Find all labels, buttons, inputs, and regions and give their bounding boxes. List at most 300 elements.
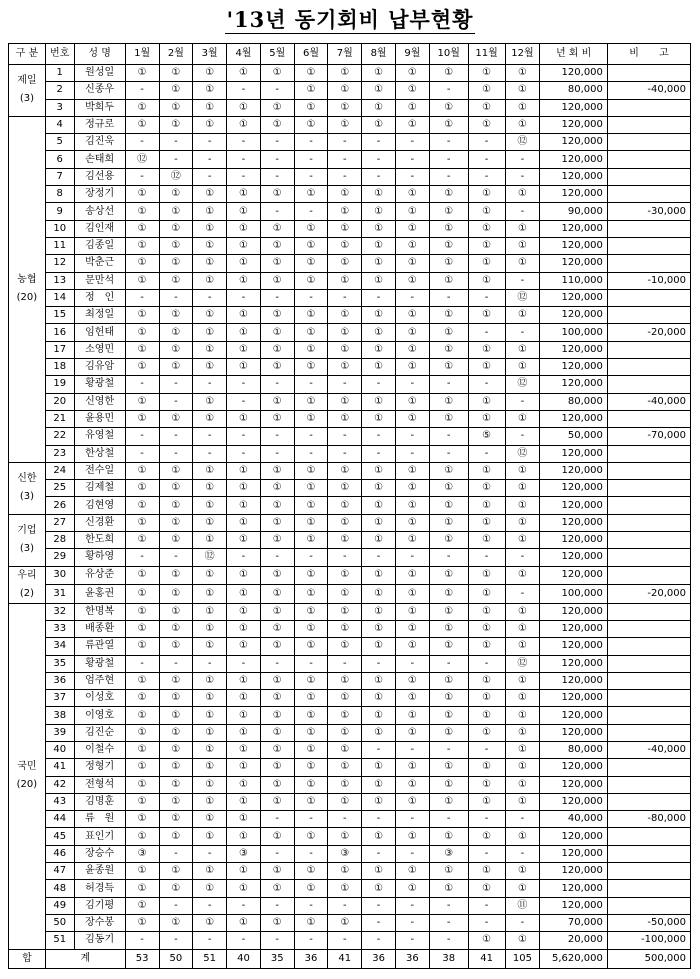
month-payment: ① (260, 514, 294, 531)
month-payment: ① (505, 566, 540, 585)
month-payment: ① (260, 620, 294, 637)
member-name: 임헌태 (74, 324, 125, 341)
month-payment: ① (429, 707, 468, 724)
month-payment: ① (468, 220, 505, 237)
column-header: 구 분 (9, 44, 46, 65)
month-payment: ① (294, 793, 328, 810)
month-payment: - (227, 376, 261, 393)
annual-fee: 120,000 (540, 672, 608, 689)
month-payment: ① (468, 237, 505, 254)
month-payment: - (159, 376, 193, 393)
month-payment: ① (125, 690, 159, 707)
month-payment: - (429, 134, 468, 151)
month-payment: - (294, 811, 328, 828)
month-payment: ① (125, 462, 159, 479)
month-payment: ① (193, 220, 227, 237)
column-header: 1월 (125, 44, 159, 65)
month-payment: ① (159, 532, 193, 549)
month-payment: ① (159, 863, 193, 880)
month-payment: ① (159, 99, 193, 116)
month-payment: - (193, 151, 227, 168)
month-payment: - (395, 428, 429, 445)
table-row (9, 880, 691, 897)
member-name: 김선용 (74, 168, 125, 185)
month-payment: ① (468, 65, 505, 82)
month-payment: ① (328, 82, 362, 99)
month-payment: ① (159, 203, 193, 220)
month-payment: - (193, 289, 227, 306)
table-row (9, 480, 691, 497)
month-payment: - (429, 914, 468, 931)
remark (607, 134, 690, 151)
month-payment: ① (505, 480, 540, 497)
month-payment: - (429, 811, 468, 828)
month-payment: ① (193, 497, 227, 514)
month-payment: ① (294, 620, 328, 637)
month-payment: ① (125, 186, 159, 203)
month-payment: - (468, 655, 505, 672)
member-name: 황광철 (74, 655, 125, 672)
member-name: 김현영 (74, 497, 125, 514)
month-payment: ① (362, 99, 396, 116)
month-payment: ① (362, 82, 396, 99)
month-payment: ① (395, 532, 429, 549)
month-payment: - (429, 932, 468, 949)
month-payment: ① (159, 638, 193, 655)
month-payment: ① (395, 863, 429, 880)
month-payment: ① (159, 741, 193, 758)
month-payment: ① (193, 880, 227, 897)
month-payment: ① (362, 724, 396, 741)
month-payment: ① (125, 220, 159, 237)
remark (607, 307, 690, 324)
month-payment: ① (227, 776, 261, 793)
month-payment: ① (227, 880, 261, 897)
month-payment: ① (227, 690, 261, 707)
column-header: 년 회 비 (540, 44, 608, 65)
month-payment: ① (505, 776, 540, 793)
month-payment: ① (294, 410, 328, 427)
month-payment: ① (159, 707, 193, 724)
month-payment: ① (395, 186, 429, 203)
month-payment: ① (193, 359, 227, 376)
annual-fee: 120,000 (540, 116, 608, 133)
month-payment: ① (395, 255, 429, 272)
month-payment: - (260, 151, 294, 168)
table-row (9, 462, 691, 479)
month-payment: ① (429, 863, 468, 880)
column-header: 2월 (159, 44, 193, 65)
month-payment: ① (260, 863, 294, 880)
month-payment: ① (328, 741, 362, 758)
table-row (9, 655, 691, 672)
month-payment: ③ (125, 845, 159, 862)
month-payment: - (328, 932, 362, 949)
month-payment: ① (125, 759, 159, 776)
remark (607, 793, 690, 810)
month-payment: ① (395, 793, 429, 810)
month-payment: - (505, 151, 540, 168)
month-payment: ① (159, 341, 193, 358)
month-payment: ① (227, 828, 261, 845)
annual-fee: 120,000 (540, 65, 608, 82)
month-payment: ① (260, 116, 294, 133)
month-payment: ① (468, 116, 505, 133)
month-payment: - (227, 932, 261, 949)
month-payment: ① (125, 741, 159, 758)
member-number: 19 (45, 376, 74, 393)
month-payment: - (395, 741, 429, 758)
table-row (9, 186, 691, 203)
month-payment: ① (468, 759, 505, 776)
month-payment: ① (362, 863, 396, 880)
month-payment: ① (294, 255, 328, 272)
table-row (9, 620, 691, 637)
annual-fee: 100,000 (540, 585, 608, 604)
month-payment: ① (193, 393, 227, 410)
month-payment: ① (227, 307, 261, 324)
month-payment: ① (159, 462, 193, 479)
month-payment: ① (328, 793, 362, 810)
member-name: 표인기 (74, 828, 125, 845)
month-payment: ① (125, 480, 159, 497)
month-payment: ① (395, 307, 429, 324)
month-payment: - (159, 549, 193, 566)
annual-fee: 50,000 (540, 428, 608, 445)
total-label: 계 (45, 949, 125, 968)
month-payment: ① (260, 272, 294, 289)
month-payment: ⑫ (505, 134, 540, 151)
member-name: 배종환 (74, 620, 125, 637)
month-payment: ① (429, 99, 468, 116)
member-number: 40 (45, 741, 74, 758)
month-payment: ① (505, 237, 540, 254)
month-payment: ① (159, 65, 193, 82)
member-name: 한명복 (74, 603, 125, 620)
month-payment: ① (193, 776, 227, 793)
month-payment: - (159, 655, 193, 672)
remark (607, 655, 690, 672)
month-payment: ① (294, 220, 328, 237)
table-row (9, 603, 691, 620)
month-payment: ① (125, 410, 159, 427)
month-payment: ① (328, 480, 362, 497)
month-payment: ① (468, 793, 505, 810)
member-number: 42 (45, 776, 74, 793)
month-payment: ① (395, 410, 429, 427)
month-payment: ① (328, 272, 362, 289)
month-payment: ① (362, 880, 396, 897)
month-payment: ① (362, 776, 396, 793)
dues-table (8, 43, 691, 969)
month-payment: ① (159, 237, 193, 254)
month-payment: ① (260, 880, 294, 897)
month-payment: ① (395, 690, 429, 707)
remark (607, 566, 690, 585)
header-row (9, 44, 691, 65)
month-payment: ① (429, 793, 468, 810)
month-payment: - (429, 549, 468, 566)
month-payment: - (395, 445, 429, 462)
member-name: 전수일 (74, 462, 125, 479)
column-header: 10월 (429, 44, 468, 65)
month-payment: ① (362, 672, 396, 689)
remark (607, 255, 690, 272)
month-payment: ① (260, 672, 294, 689)
month-payment: ① (429, 307, 468, 324)
month-payment: ① (395, 776, 429, 793)
month-payment: ① (125, 566, 159, 585)
annual-fee: 90,000 (540, 203, 608, 220)
month-payment: ① (362, 65, 396, 82)
member-number: 24 (45, 462, 74, 479)
month-payment: - (193, 897, 227, 914)
month-payment: ① (328, 99, 362, 116)
table-row (9, 393, 691, 410)
month-payment: ① (468, 82, 505, 99)
month-payment: ① (429, 272, 468, 289)
annual-fee: 120,000 (540, 376, 608, 393)
month-payment: ① (125, 724, 159, 741)
month-payment: ① (227, 480, 261, 497)
month-payment: ① (395, 585, 429, 604)
remark: -70,000 (607, 428, 690, 445)
group-name: 국민 (17, 761, 37, 773)
month-payment: ① (328, 393, 362, 410)
month-payment: ① (505, 65, 540, 82)
month-payment: - (362, 914, 396, 931)
member-name: 최정일 (74, 307, 125, 324)
month-payment: - (429, 445, 468, 462)
month-payment: - (362, 655, 396, 672)
annual-fee: 120,000 (540, 828, 608, 845)
month-payment: - (227, 168, 261, 185)
month-payment: ① (468, 186, 505, 203)
column-header: 비 고 (607, 44, 690, 65)
table-row (9, 272, 691, 289)
month-payment: - (362, 897, 396, 914)
remark (607, 220, 690, 237)
month-payment: - (294, 897, 328, 914)
remark (607, 359, 690, 376)
table-row (9, 324, 691, 341)
month-payment: ① (227, 324, 261, 341)
annual-fee: 120,000 (540, 341, 608, 358)
month-payment: ① (505, 707, 540, 724)
fee-total: 5,620,000 (540, 949, 608, 968)
month-payment: ① (125, 99, 159, 116)
month-payment: ① (193, 307, 227, 324)
month-payment: ① (193, 914, 227, 931)
month-payment: ① (328, 724, 362, 741)
group-count: (3) (19, 491, 35, 503)
group-name: 기업 (17, 525, 37, 537)
month-payment: ① (294, 480, 328, 497)
month-payment: ① (395, 672, 429, 689)
month-payment: ① (429, 532, 468, 549)
month-payment: ① (294, 359, 328, 376)
member-number: 8 (45, 186, 74, 203)
table-row (9, 359, 691, 376)
month-payment: ① (125, 116, 159, 133)
month-payment: - (395, 914, 429, 931)
remark (607, 151, 690, 168)
annual-fee: 110,000 (540, 272, 608, 289)
month-payment: ① (328, 828, 362, 845)
annual-fee: 20,000 (540, 932, 608, 949)
month-payment: - (125, 289, 159, 306)
month-payment: ① (227, 220, 261, 237)
month-payment: ① (468, 932, 505, 949)
member-name: 황하영 (74, 549, 125, 566)
month-payment: - (227, 445, 261, 462)
month-payment: ① (362, 603, 396, 620)
member-number: 28 (45, 532, 74, 549)
table-row (9, 897, 691, 914)
month-payment: ① (468, 514, 505, 531)
month-payment: ① (227, 741, 261, 758)
annual-fee: 100,000 (540, 324, 608, 341)
member-number: 30 (45, 566, 74, 585)
month-payment: - (429, 897, 468, 914)
member-number: 33 (45, 620, 74, 637)
month-payment: - (294, 168, 328, 185)
month-payment: ① (193, 410, 227, 427)
month-payment: ① (362, 272, 396, 289)
month-payment: - (294, 655, 328, 672)
month-payment: - (328, 655, 362, 672)
month-payment: - (227, 289, 261, 306)
month-payment: - (260, 203, 294, 220)
month-payment: ① (294, 393, 328, 410)
member-name: 박춘근 (74, 255, 125, 272)
month-payment: ① (294, 672, 328, 689)
month-payment: - (125, 82, 159, 99)
table-row (9, 828, 691, 845)
month-payment: ① (260, 480, 294, 497)
table-row (9, 672, 691, 689)
month-payment: ① (362, 585, 396, 604)
month-payment: - (125, 655, 159, 672)
member-name: 장수봉 (74, 914, 125, 931)
month-payment: - (294, 932, 328, 949)
member-name: 한도희 (74, 532, 125, 549)
group-cell (9, 566, 46, 603)
month-payment: - (362, 289, 396, 306)
remark: -100,000 (607, 932, 690, 949)
month-payment: ① (159, 585, 193, 604)
month-payment: - (260, 445, 294, 462)
month-payment: ① (193, 532, 227, 549)
month-payment: ① (125, 307, 159, 324)
month-payment: ① (227, 341, 261, 358)
month-payment: - (395, 549, 429, 566)
month-payment: ① (227, 65, 261, 82)
annual-fee: 120,000 (540, 724, 608, 741)
annual-fee: 120,000 (540, 759, 608, 776)
group-name: 우리 (17, 569, 37, 581)
month-payment: ① (328, 203, 362, 220)
month-payment: - (260, 655, 294, 672)
month-payment: - (468, 741, 505, 758)
month-payment: - (193, 845, 227, 862)
member-name: 황광철 (74, 376, 125, 393)
month-payment: - (328, 134, 362, 151)
remark: -40,000 (607, 393, 690, 410)
month-payment: ① (468, 341, 505, 358)
month-payment: ① (328, 776, 362, 793)
month-payment: ① (395, 638, 429, 655)
month-payment: ① (328, 690, 362, 707)
month-payment: ① (260, 741, 294, 758)
month-total: 35 (260, 949, 294, 968)
month-payment: ① (294, 707, 328, 724)
table-row (9, 793, 691, 810)
month-payment: ① (193, 65, 227, 82)
month-payment: - (505, 393, 540, 410)
remark: -80,000 (607, 811, 690, 828)
remark (607, 863, 690, 880)
month-total: 53 (125, 949, 159, 968)
table-row (9, 134, 691, 151)
member-number: 46 (45, 845, 74, 862)
remark (607, 186, 690, 203)
month-payment: - (505, 272, 540, 289)
title-text: '13년 동기회비 납부현황 (226, 7, 474, 32)
month-payment: ① (193, 707, 227, 724)
month-payment: - (125, 445, 159, 462)
month-payment: ① (193, 82, 227, 99)
month-payment: ① (429, 410, 468, 427)
month-total: 41 (468, 949, 505, 968)
month-payment: ① (159, 672, 193, 689)
table-row (9, 932, 691, 949)
member-number: 23 (45, 445, 74, 462)
month-payment: - (260, 549, 294, 566)
month-payment: ① (505, 880, 540, 897)
month-payment: ① (227, 99, 261, 116)
table-row (9, 497, 691, 514)
month-payment: ③ (227, 845, 261, 862)
month-payment: ① (125, 272, 159, 289)
month-payment: ① (227, 724, 261, 741)
member-name: 원성일 (74, 65, 125, 82)
remark: -10,000 (607, 272, 690, 289)
month-payment: ① (362, 620, 396, 637)
month-payment: ① (227, 811, 261, 828)
remark (607, 514, 690, 531)
month-payment: - (227, 897, 261, 914)
group-count: (3) (19, 93, 35, 105)
month-payment: ① (260, 497, 294, 514)
month-payment: ① (429, 828, 468, 845)
month-payment: ⑪ (505, 897, 540, 914)
table-row (9, 255, 691, 272)
annual-fee: 120,000 (540, 134, 608, 151)
annual-fee: 120,000 (540, 690, 608, 707)
month-payment: ① (429, 690, 468, 707)
month-payment: ① (328, 566, 362, 585)
table-row (9, 741, 691, 758)
month-payment: ① (125, 324, 159, 341)
member-number: 26 (45, 497, 74, 514)
month-payment: - (505, 203, 540, 220)
remark-total: 500,000 (607, 949, 690, 968)
month-payment: ① (193, 341, 227, 358)
month-payment: ① (468, 497, 505, 514)
month-payment: ① (260, 828, 294, 845)
member-name: 김명훈 (74, 793, 125, 810)
